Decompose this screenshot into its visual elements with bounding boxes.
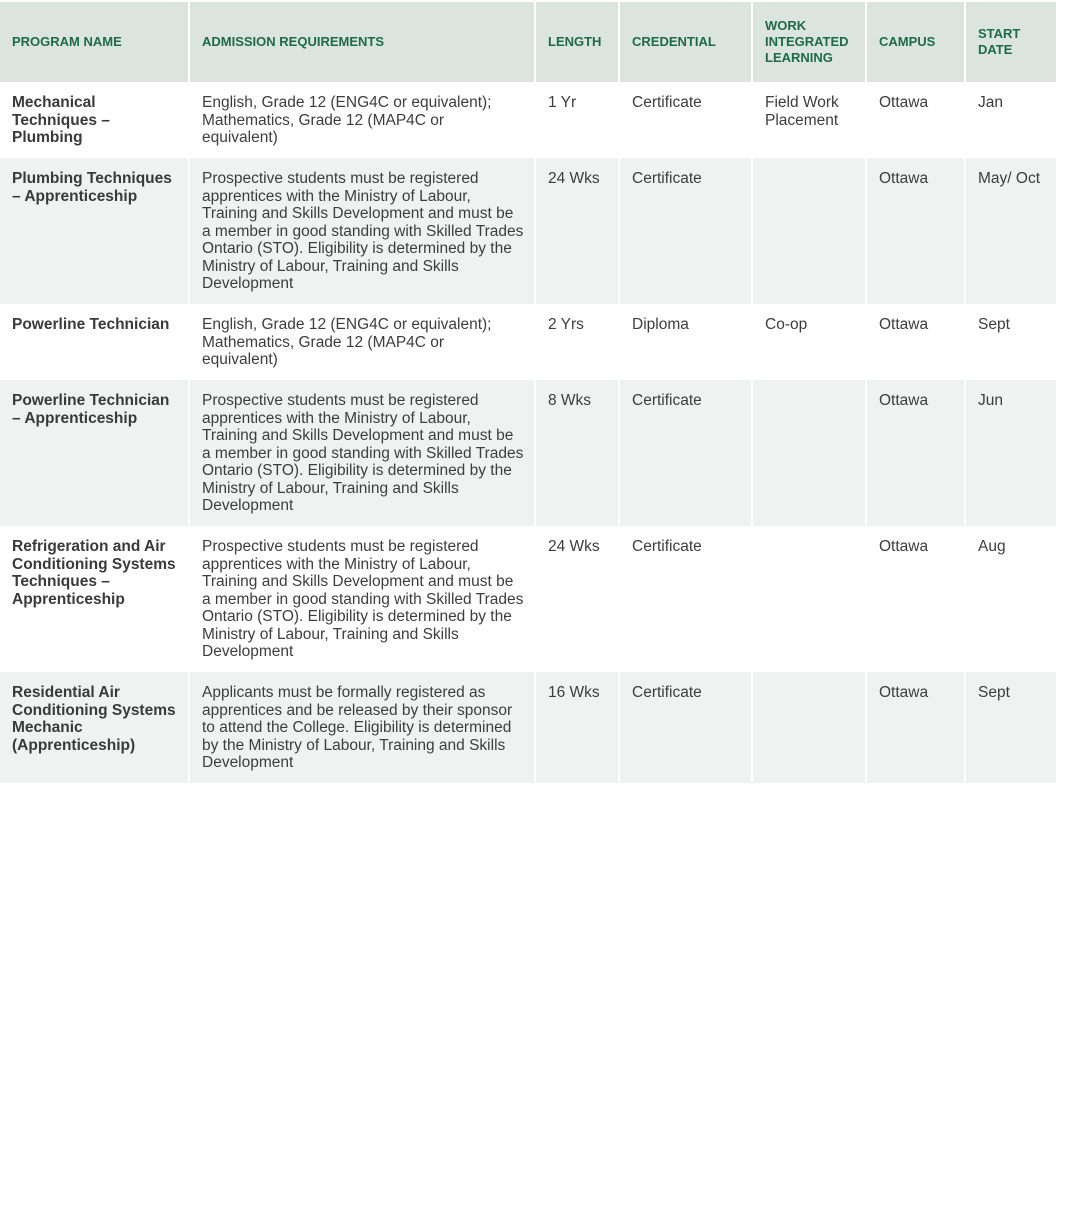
table-row (0, 526, 1056, 672)
campus-cell: Ottawa (867, 158, 964, 304)
column-header-program-name: PROGRAM NAME (0, 0, 188, 82)
table-row (0, 304, 1056, 380)
work-integrated-learning-cell (753, 380, 865, 526)
table-row (0, 82, 1056, 158)
campus-cell: Ottawa (867, 82, 964, 158)
admission-requirements-cell: Prospective students must be registered apprentices with the Ministry of Labour, Training and Skills Development and must be a member in good standing with Skilled Trades Ontario (STO). Eligibility is determined by the Ministry of Labour, Training and Skills Development (190, 380, 534, 526)
column-header-admission-requirements: ADMISSION REQUIREMENTS (190, 0, 534, 82)
campus-cell: Ottawa (867, 672, 964, 783)
credential-cell: Certificate (620, 380, 751, 526)
length-cell: 2 Yrs (536, 304, 618, 380)
campus-cell: Ottawa (867, 526, 964, 672)
credential-cell: Diploma (620, 304, 751, 380)
start-date-cell: May/ Oct (966, 158, 1056, 304)
credential-cell: Certificate (620, 158, 751, 304)
work-integrated-learning-cell: Field Work Placement (753, 82, 865, 158)
length-cell: 16 Wks (536, 672, 618, 783)
table-header (0, 0, 1056, 82)
header-row (0, 0, 1056, 82)
start-date-cell: Sept (966, 672, 1056, 783)
admission-requirements-cell: Prospective students must be registered apprentices with the Ministry of Labour, Training and Skills Development and must be a member in good standing with Skilled Trades Ontario (STO). Eligibility is determined by the Ministry of Labour, Training and Skills Development (190, 158, 534, 304)
credential-cell: Certificate (620, 672, 751, 783)
start-date-cell: Jan (966, 82, 1056, 158)
admission-requirements-cell: English, Grade 12 (ENG4C or equivalent); Mathematics, Grade 12 (MAP4C or equivalent) (190, 82, 534, 158)
credential-cell: Certificate (620, 82, 751, 158)
column-header-campus: CAMPUS (867, 0, 964, 82)
work-integrated-learning-cell: Co-op (753, 304, 865, 380)
program-name-cell: Mechanical Techniques – Plumbing (0, 82, 188, 158)
work-integrated-learning-cell (753, 158, 865, 304)
start-date-cell: Sept (966, 304, 1056, 380)
campus-cell: Ottawa (867, 304, 964, 380)
length-cell: 24 Wks (536, 526, 618, 672)
table-row (0, 380, 1056, 526)
admission-requirements-cell: Prospective students must be registered apprentices with the Ministry of Labour, Training and Skills Development and must be a member in good standing with Skilled Trades Ontario (STO). Eligibility is determined by the Ministry of Labour, Training and Skills Development (190, 526, 534, 672)
start-date-cell: Aug (966, 526, 1056, 672)
admission-requirements-cell: Applicants must be formally registered as apprentices and be released by their sponsor to attend the College. Eligibility is determined by the Ministry of Labour, Training and Skills Development (190, 672, 534, 783)
table-row (0, 672, 1056, 783)
campus-cell: Ottawa (867, 380, 964, 526)
column-header-length: LENGTH (536, 0, 618, 82)
length-cell: 8 Wks (536, 380, 618, 526)
program-name-cell: Powerline Technician (0, 304, 188, 380)
program-name-cell: Powerline Technician – Apprenticeship (0, 380, 188, 526)
length-cell: 1 Yr (536, 82, 618, 158)
length-cell: 24 Wks (536, 158, 618, 304)
table-row (0, 158, 1056, 304)
column-header-credential: CREDENTIAL (620, 0, 751, 82)
column-header-work-integrated-learning: WORK INTEGRATED LEARNING (753, 0, 865, 82)
program-name-cell: Refrigeration and Air Conditioning Systems Techniques – Apprenticeship (0, 526, 188, 672)
column-header-start-date: START DATE (966, 0, 1056, 82)
credential-cell: Certificate (620, 526, 751, 672)
admission-requirements-cell: English, Grade 12 (ENG4C or equivalent); Mathematics, Grade 12 (MAP4C or equivalent) (190, 304, 534, 380)
table-body (0, 82, 1056, 783)
work-integrated-learning-cell (753, 526, 865, 672)
start-date-cell: Jun (966, 380, 1056, 526)
work-integrated-learning-cell (753, 672, 865, 783)
program-name-cell: Residential Air Conditioning Systems Mechanic (Apprenticeship) (0, 672, 188, 783)
program-name-cell: Plumbing Techniques – Apprenticeship (0, 158, 188, 304)
